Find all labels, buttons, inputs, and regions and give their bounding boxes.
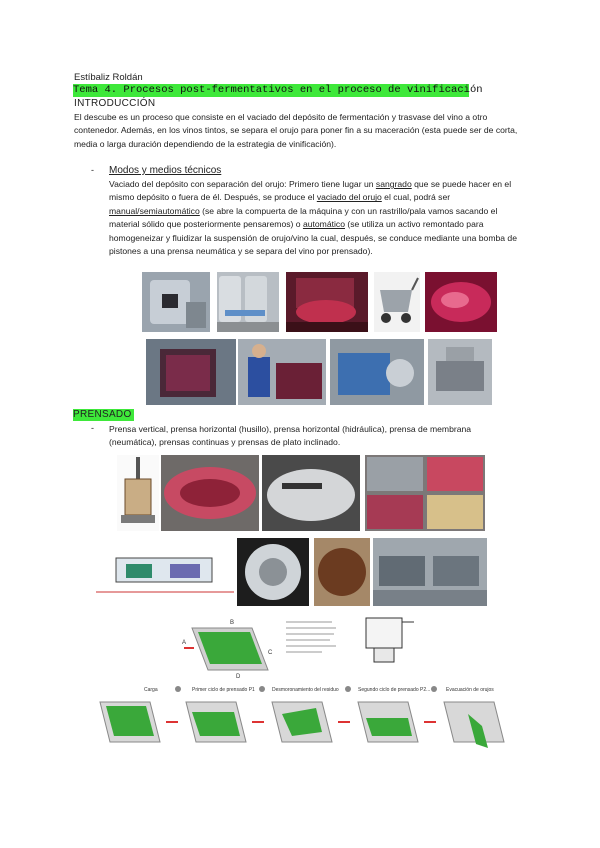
modos-heading: Modos y medios técnicos — [109, 165, 222, 176]
text-run: (se abre la compuerta de la máquina y con un rastrillo/pala vamos sacando el material sólido que posteriormente pensaremos) o — [109, 205, 498, 230]
photo-pump — [428, 339, 492, 405]
photo-tilted-presses — [373, 538, 487, 606]
prensado-paragraph: Prensa vertical, prensa horizontal (husillo), prensa horizontal (hidráulica), prensa de membrana (neumática), prensas continuas y prensas de plato inclinado. — [109, 424, 472, 448]
step-label: Carga — [144, 687, 158, 693]
page-title: Tema 4. Procesos post-fermentativos en el proceso de vinificación — [73, 84, 483, 96]
photo-machine-blue — [330, 339, 424, 405]
prensado-heading: PRENSADO — [73, 409, 132, 420]
photo-pomace-cake — [314, 538, 370, 606]
photo-pomace-door — [146, 339, 236, 405]
photo-worker-pomace — [238, 339, 326, 405]
step-label: Desmoronamiento del residuo — [272, 687, 339, 693]
step-label: Segundo ciclo de prensado P2... — [358, 687, 431, 693]
term-vaciado: vaciado del orujo — [316, 192, 382, 203]
photo-cart — [374, 272, 420, 332]
photo-steel-tanks — [217, 272, 279, 332]
modos-paragraph — [109, 178, 519, 258]
photo-horizontal-press — [161, 455, 259, 531]
diagram-continuous-press — [96, 542, 234, 604]
text-run: el cual, podrá ser — [381, 192, 451, 203]
term-manual: manual/semiautomático — [109, 205, 200, 216]
term-automatico: automático — [302, 219, 345, 230]
diagram-legend-list — [282, 614, 340, 662]
diagram-letter: C — [268, 650, 273, 656]
diagram-letter: A — [182, 640, 187, 646]
step-label: Primer ciclo de prensado P1 — [192, 687, 255, 693]
photo-press-drum-inside — [237, 538, 309, 606]
diagram-press-cycle — [96, 684, 514, 752]
term-sangrado: sangrado — [375, 179, 412, 189]
intro-paragraph: El descube es un proceso que consiste en el vaciado del depósito de fermentación y trasvase del vino a otro contenedor. Además, en los vinos tintos, se separa el orujo para poner fin a su maceración (esta puede ser de corta, media o larga duración dependiendo de la estrategia de vinificación). — [74, 112, 518, 149]
intro-heading: INTRODUCCIÓN — [74, 98, 156, 109]
photo-vertical-press — [117, 455, 159, 531]
diagram-press-machine — [352, 610, 416, 668]
photo-tank-outlet — [142, 272, 210, 332]
bullet-dash: - — [91, 423, 94, 433]
step-label: Evacuación de orujos — [446, 687, 494, 693]
bullet-dash: - — [91, 165, 94, 175]
photo-press-collage — [365, 455, 485, 531]
text-run: (se utiliza un activo remontado para homogeneizar y fluidizar la suspensión de orujo/vino la cual, después, se conduce mediante una bomba de pistones a una prensa neumática y se separa del vino por prensado). — [109, 219, 517, 257]
text-run: que se puede hacer en el mismo depósito o fuera de él. Después, se produce el — [109, 179, 512, 203]
author-name: Estíbaliz Roldán — [74, 72, 143, 83]
photo-hydraulic-press — [262, 455, 360, 531]
diagram-letter: B — [230, 620, 235, 626]
diagram-letter: D — [236, 674, 241, 680]
photo-pomace-tank — [286, 272, 368, 332]
text-run: Vaciado del depósito con separación del orujo: Primero tiene lugar un — [109, 179, 376, 189]
diagram-inclined-plate — [180, 614, 276, 680]
photo-pomace-flow — [425, 272, 497, 332]
